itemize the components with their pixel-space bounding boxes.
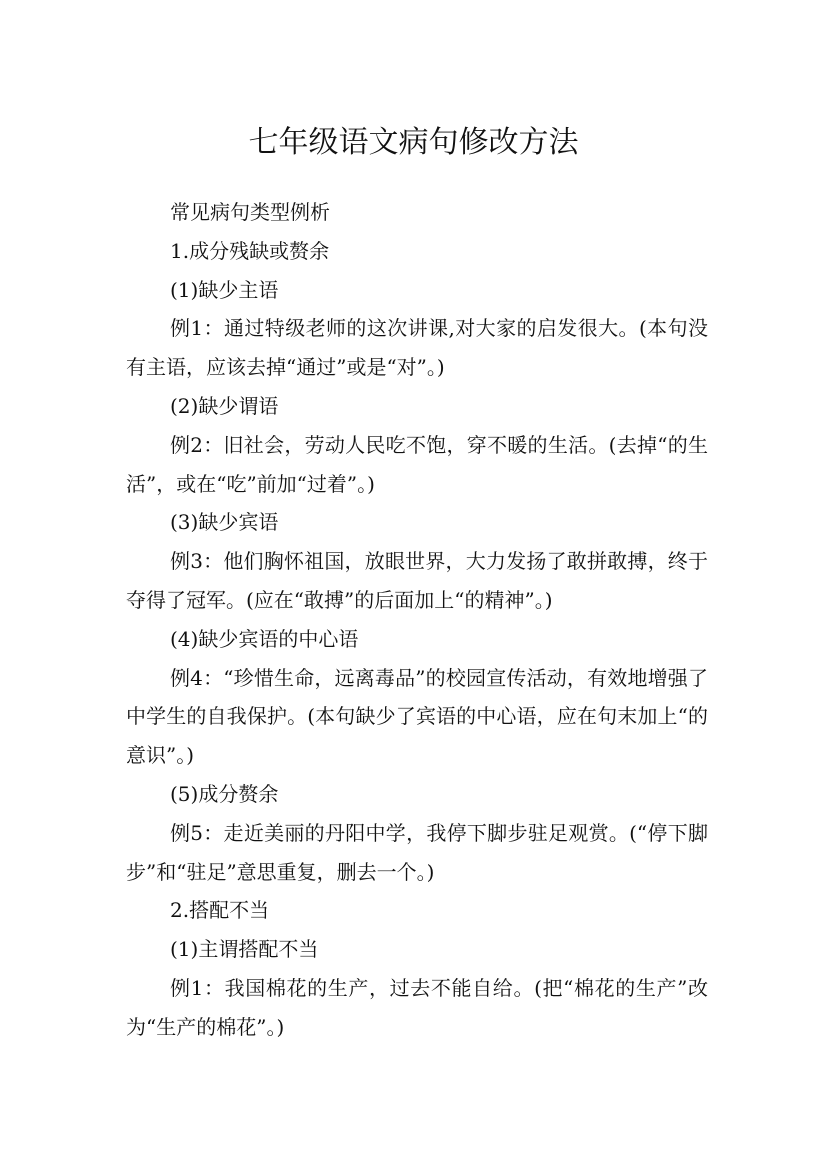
subcategory-heading: (4)缺少宾语的中心语 <box>170 626 359 651</box>
example-paragraph: 例4：“珍惜生命，远离毒品”的校园宣传活动，有效地增强了中学生的自我保护。(本句缺少了宾语的中心语，应在句末加上“的意识”。) <box>126 665 708 768</box>
category-heading: 1.成分残缺或赘余 <box>170 238 330 263</box>
subcategory-heading: (1)主谓搭配不当 <box>170 937 319 962</box>
category-heading: 2.搭配不当 <box>170 898 270 923</box>
document-body <box>126 193 708 1047</box>
section-heading: 常见病句类型例析 <box>170 200 330 224</box>
subcategory-heading: (5)成分赘余 <box>170 781 279 806</box>
example-paragraph: 例1：我国棉花的生产，过去不能自给。(把“棉花的生产”改为“生产的棉花”。) <box>126 975 708 1039</box>
subcategory-heading: (2)缺少谓语 <box>170 393 279 418</box>
example-paragraph: 例1：通过特级老师的这次讲课,对大家的启发很大。(本句没有主语，应该去掉“通过”或是“对”。) <box>126 316 708 380</box>
example-paragraph: 例2：旧社会，劳动人民吃不饱，穿不暖的生活。(去掉“的生活”，或在“吃”前加“过着”。) <box>126 432 708 496</box>
subcategory-heading: (3)缺少宾语 <box>170 510 279 535</box>
example-paragraph: 例3：他们胸怀祖国，放眼世界，大力发扬了敢拼敢搏，终于夺得了冠军。(应在“敢搏”的后面加上“的精神”。) <box>126 549 708 612</box>
example-paragraph: 例5：走近美丽的丹阳中学，我停下脚步驻足观赏。(“停下脚步”和“驻足”意思重复，删去一个。) <box>126 820 708 884</box>
document-title: 七年级语文病句修改方法 <box>248 125 579 161</box>
subcategory-heading: (1)缺少主语 <box>170 277 279 302</box>
